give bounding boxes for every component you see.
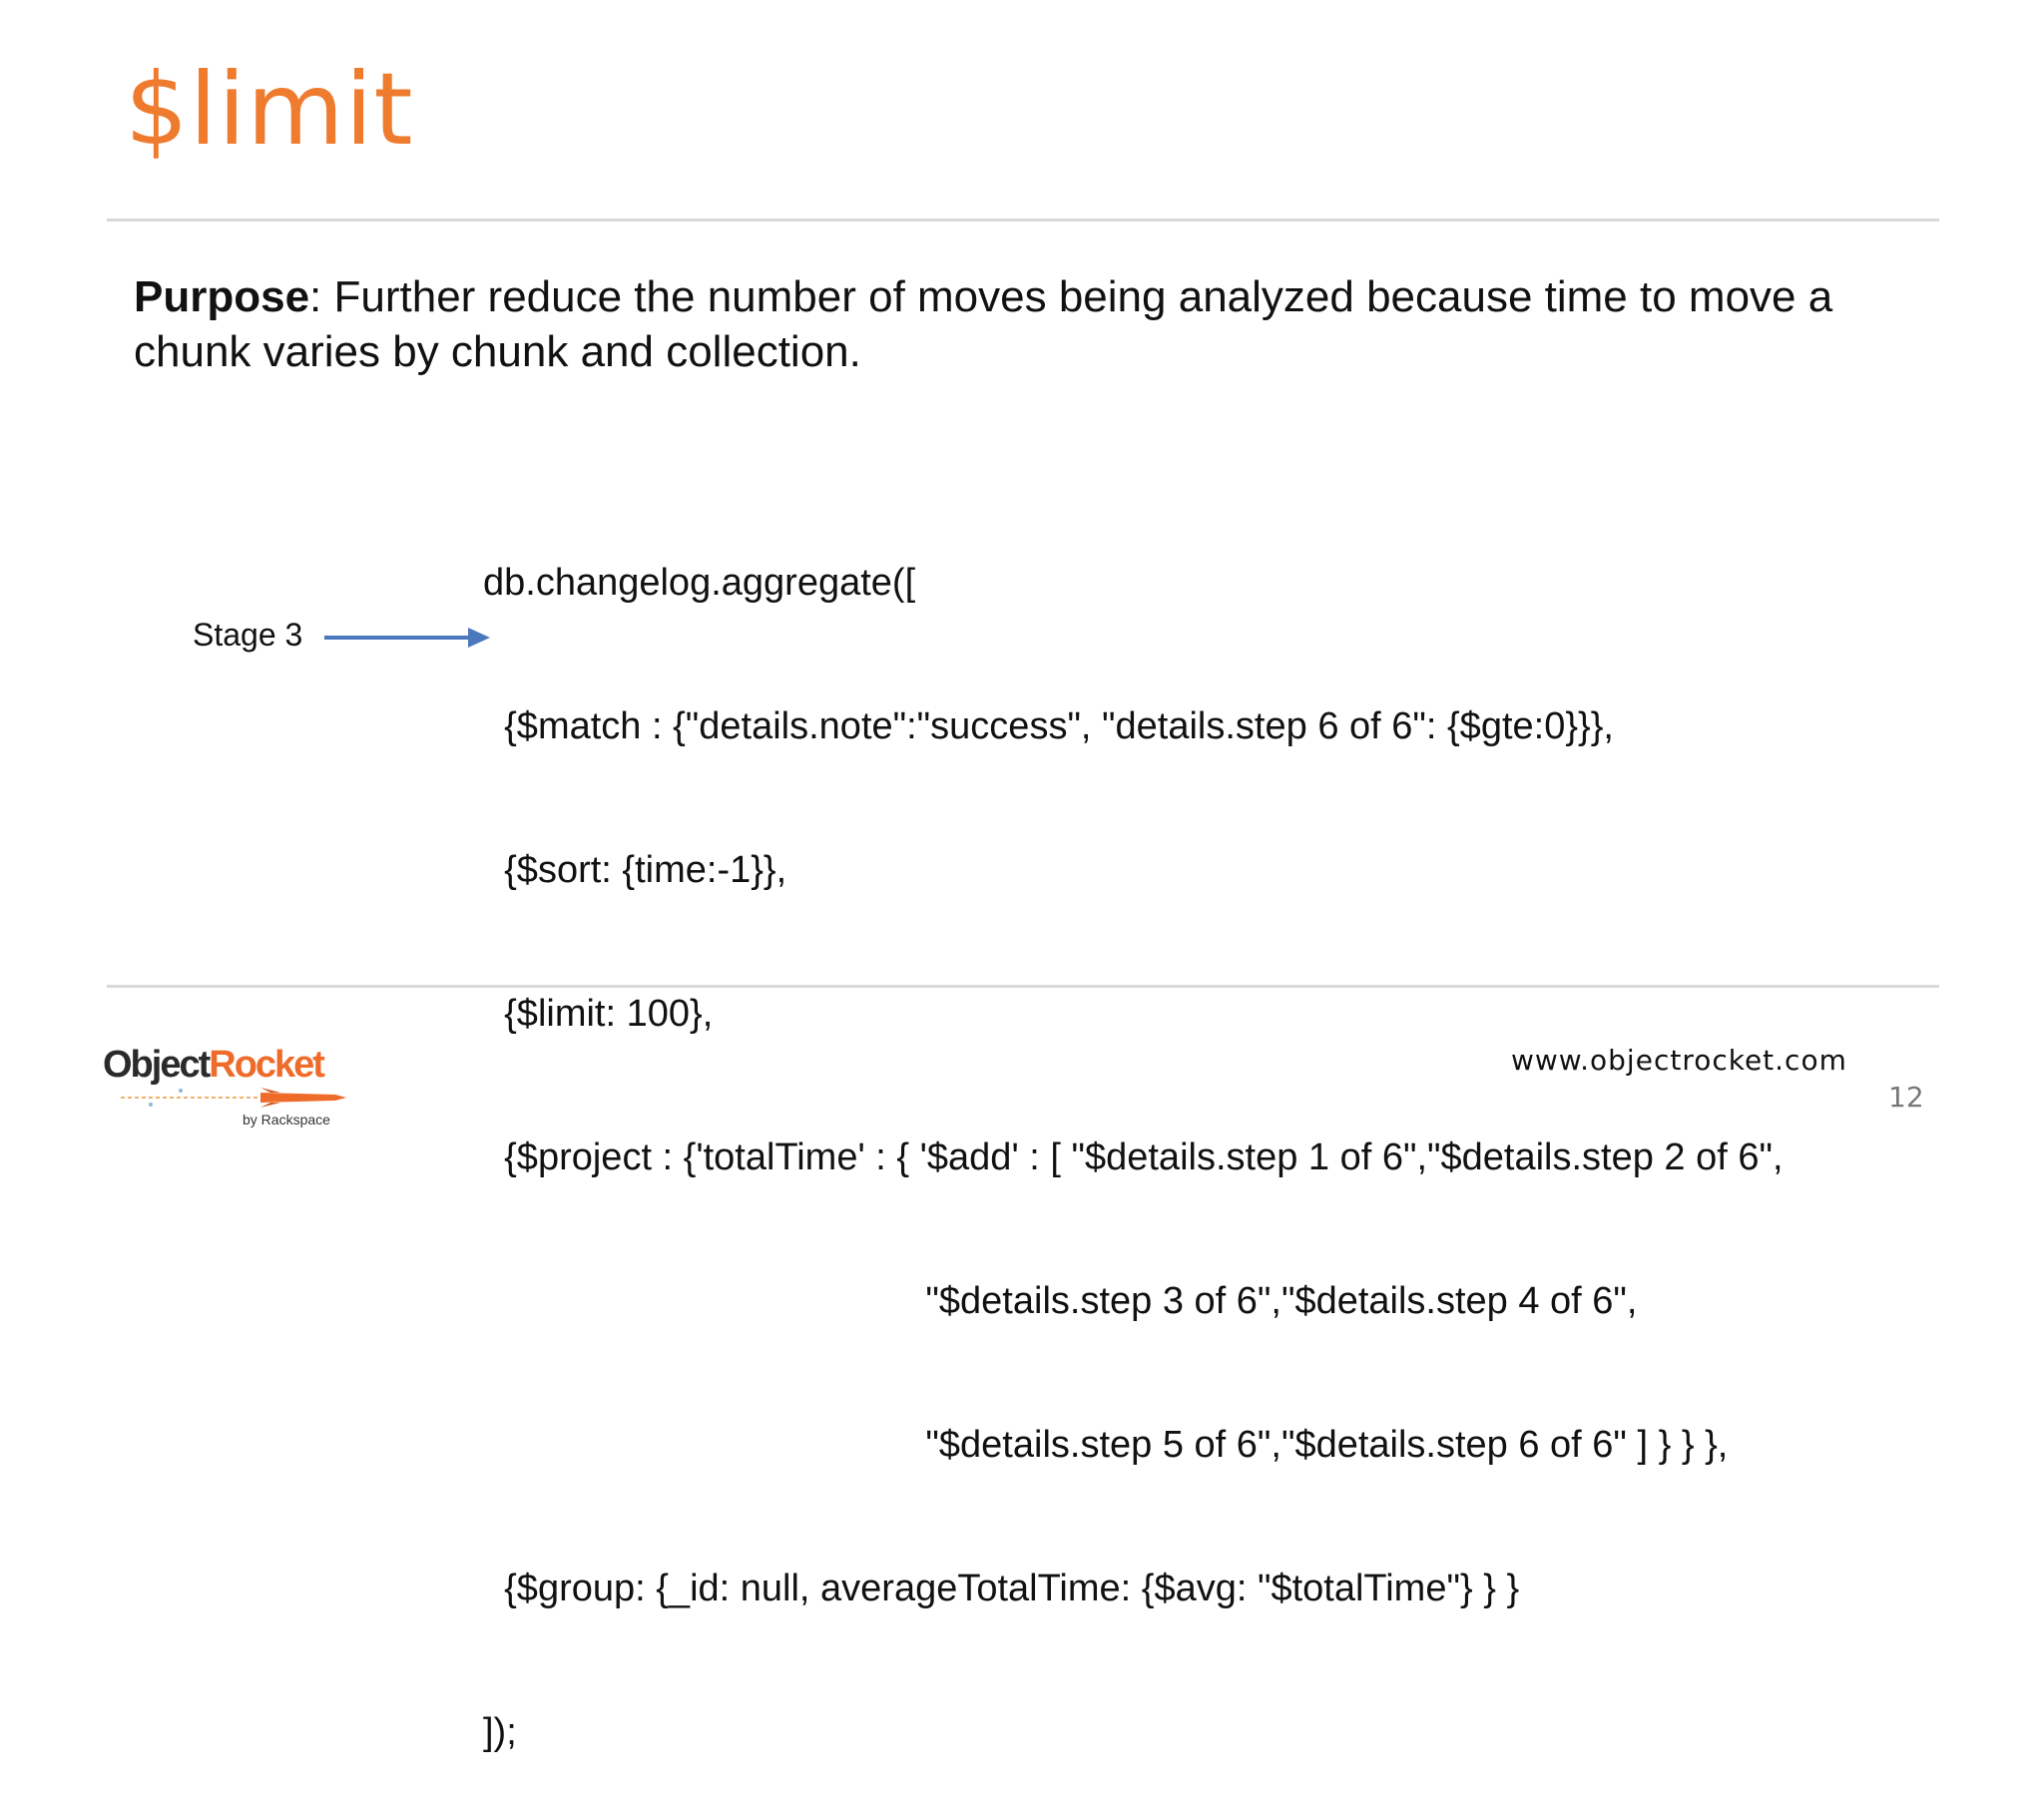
logo-wordmark (103, 1044, 323, 1087)
code-line: "$details.step 3 of 6","$details.step 4 of 6", (483, 1280, 1638, 1322)
code-line: {$limit: 100}, (483, 993, 714, 1035)
rocket-icon (111, 1088, 350, 1108)
purpose-paragraph (134, 269, 1930, 379)
stage-label: Stage 3 (193, 617, 303, 653)
website-url: www.objectrocket.com (1511, 1044, 1847, 1077)
page-number: 12 (1888, 1081, 1924, 1114)
logo-subtitle: by Rackspace (243, 1112, 330, 1128)
logo-name-part2: Rocket (209, 1044, 323, 1086)
code-line: {$match : {"details.note":"success", "details.step 6 of 6": {$gte:0}}}, (483, 705, 1614, 747)
top-divider (107, 219, 1939, 222)
code-line: {$group: {_id: null, averageTotalTime: {$avg: "$totalTime"} } } (483, 1568, 1520, 1609)
code-line: ]); (483, 1711, 517, 1753)
objectrocket-logo (103, 1044, 352, 1129)
purpose-label: Purpose (134, 272, 310, 321)
bottom-divider (107, 985, 1939, 988)
logo-name-part1: Object (103, 1044, 210, 1086)
slide-title: $limit (125, 51, 414, 168)
arrow-right-icon (322, 623, 492, 653)
code-line: {$sort: {time:-1}}, (483, 849, 787, 891)
code-line: {$project : {'totalTime' : { '$add' : [ "$details.step 1 of 6","$details.step 2 of 6", (483, 1136, 1784, 1178)
code-line: "$details.step 5 of 6","$details.step 6 of 6" ] } } }, (483, 1424, 1729, 1466)
code-block (483, 463, 1784, 1804)
code-line: db.changelog.aggregate([ (483, 562, 916, 604)
purpose-text: : Further reduce the number of moves being analyzed because time to move a chunk varies by chunk and collection. (134, 272, 1833, 376)
